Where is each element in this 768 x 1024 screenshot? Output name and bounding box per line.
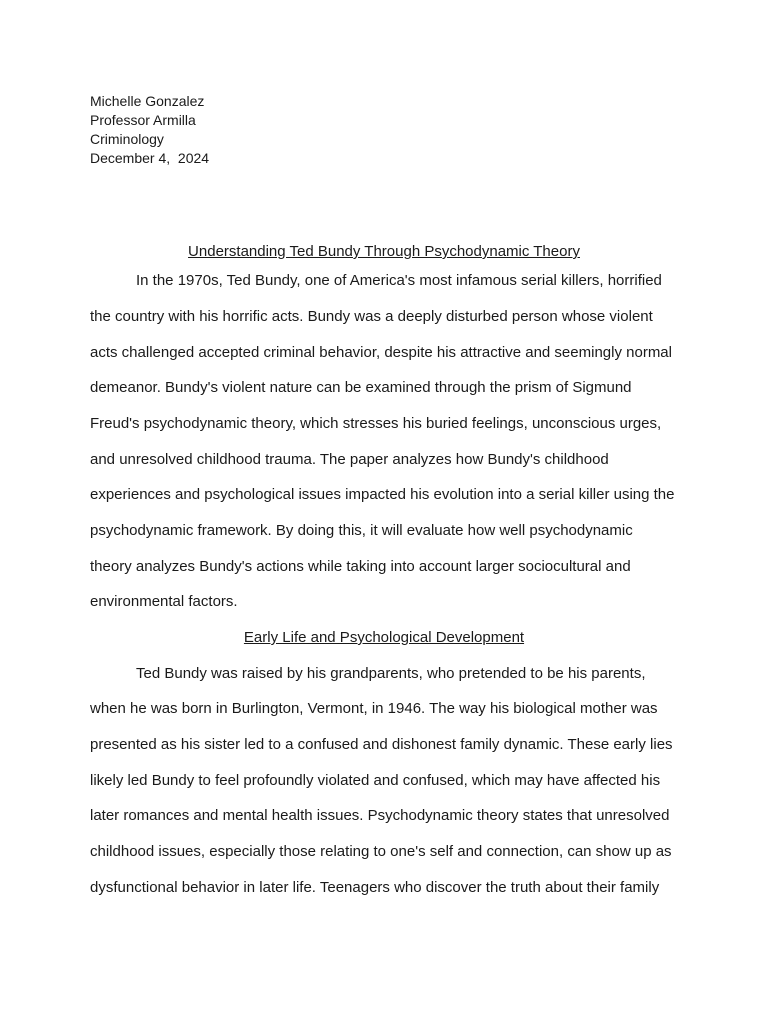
body-line: Ted Bundy was raised by his grandparents, who pretended to be his parents,: [136, 665, 646, 682]
heading-block: [90, 92, 209, 168]
body-line: dysfunctional behavior in later life. Teenagers who discover the truth about their family: [90, 879, 660, 896]
body-line: psychodynamic framework. By doing this, it will evaluate how well psychodynamic: [90, 522, 633, 539]
professor-name: Professor Armilla: [90, 112, 196, 128]
body-line: later romances and mental health issues. Psychodynamic theory states that unresolved: [90, 807, 670, 824]
body-line: when he was born in Burlington, Vermont, in 1946. The way his biological mother was: [90, 700, 658, 717]
body-line: acts challenged accepted criminal behavior, despite his attractive and seemingly normal: [90, 344, 672, 361]
section-heading: Early Life and Psychological Development: [243, 629, 525, 646]
body-line: presented as his sister led to a confused and dishonest family dynamic. These early lies: [90, 736, 673, 753]
body-line: likely led Bundy to feel profoundly violated and confused, which may have affected his: [90, 772, 661, 789]
paper-title: Understanding Ted Bundy Through Psychodynamic Theory: [188, 243, 580, 260]
body-line: Freud's psychodynamic theory, which stresses his buried feelings, unconscious urges,: [90, 415, 662, 432]
author-name: Michelle Gonzalez: [90, 93, 205, 109]
body-line: childhood issues, especially those relating to one's self and connection, can show up as: [90, 843, 672, 860]
date: December 4, 2024: [90, 150, 210, 166]
course-name: Criminology: [90, 131, 164, 147]
body-line: and unresolved childhood trauma. The paper analyzes how Bundy's childhood: [90, 451, 609, 468]
body-line: experiences and psychological issues impacted his evolution into a serial killer using the: [90, 486, 675, 503]
body-line: the country with his horrific acts. Bundy was a deeply disturbed person whose violent: [90, 308, 653, 325]
body-line: theory analyzes Bundy's actions while taking into account larger sociocultural and: [90, 558, 631, 575]
body-line: demeanor. Bundy's violent nature can be examined through the prism of Sigmund: [90, 379, 632, 396]
body-line: environmental factors.: [90, 593, 238, 610]
body-line: In the 1970s, Ted Bundy, one of America's most infamous serial killers, horrified: [136, 272, 662, 289]
